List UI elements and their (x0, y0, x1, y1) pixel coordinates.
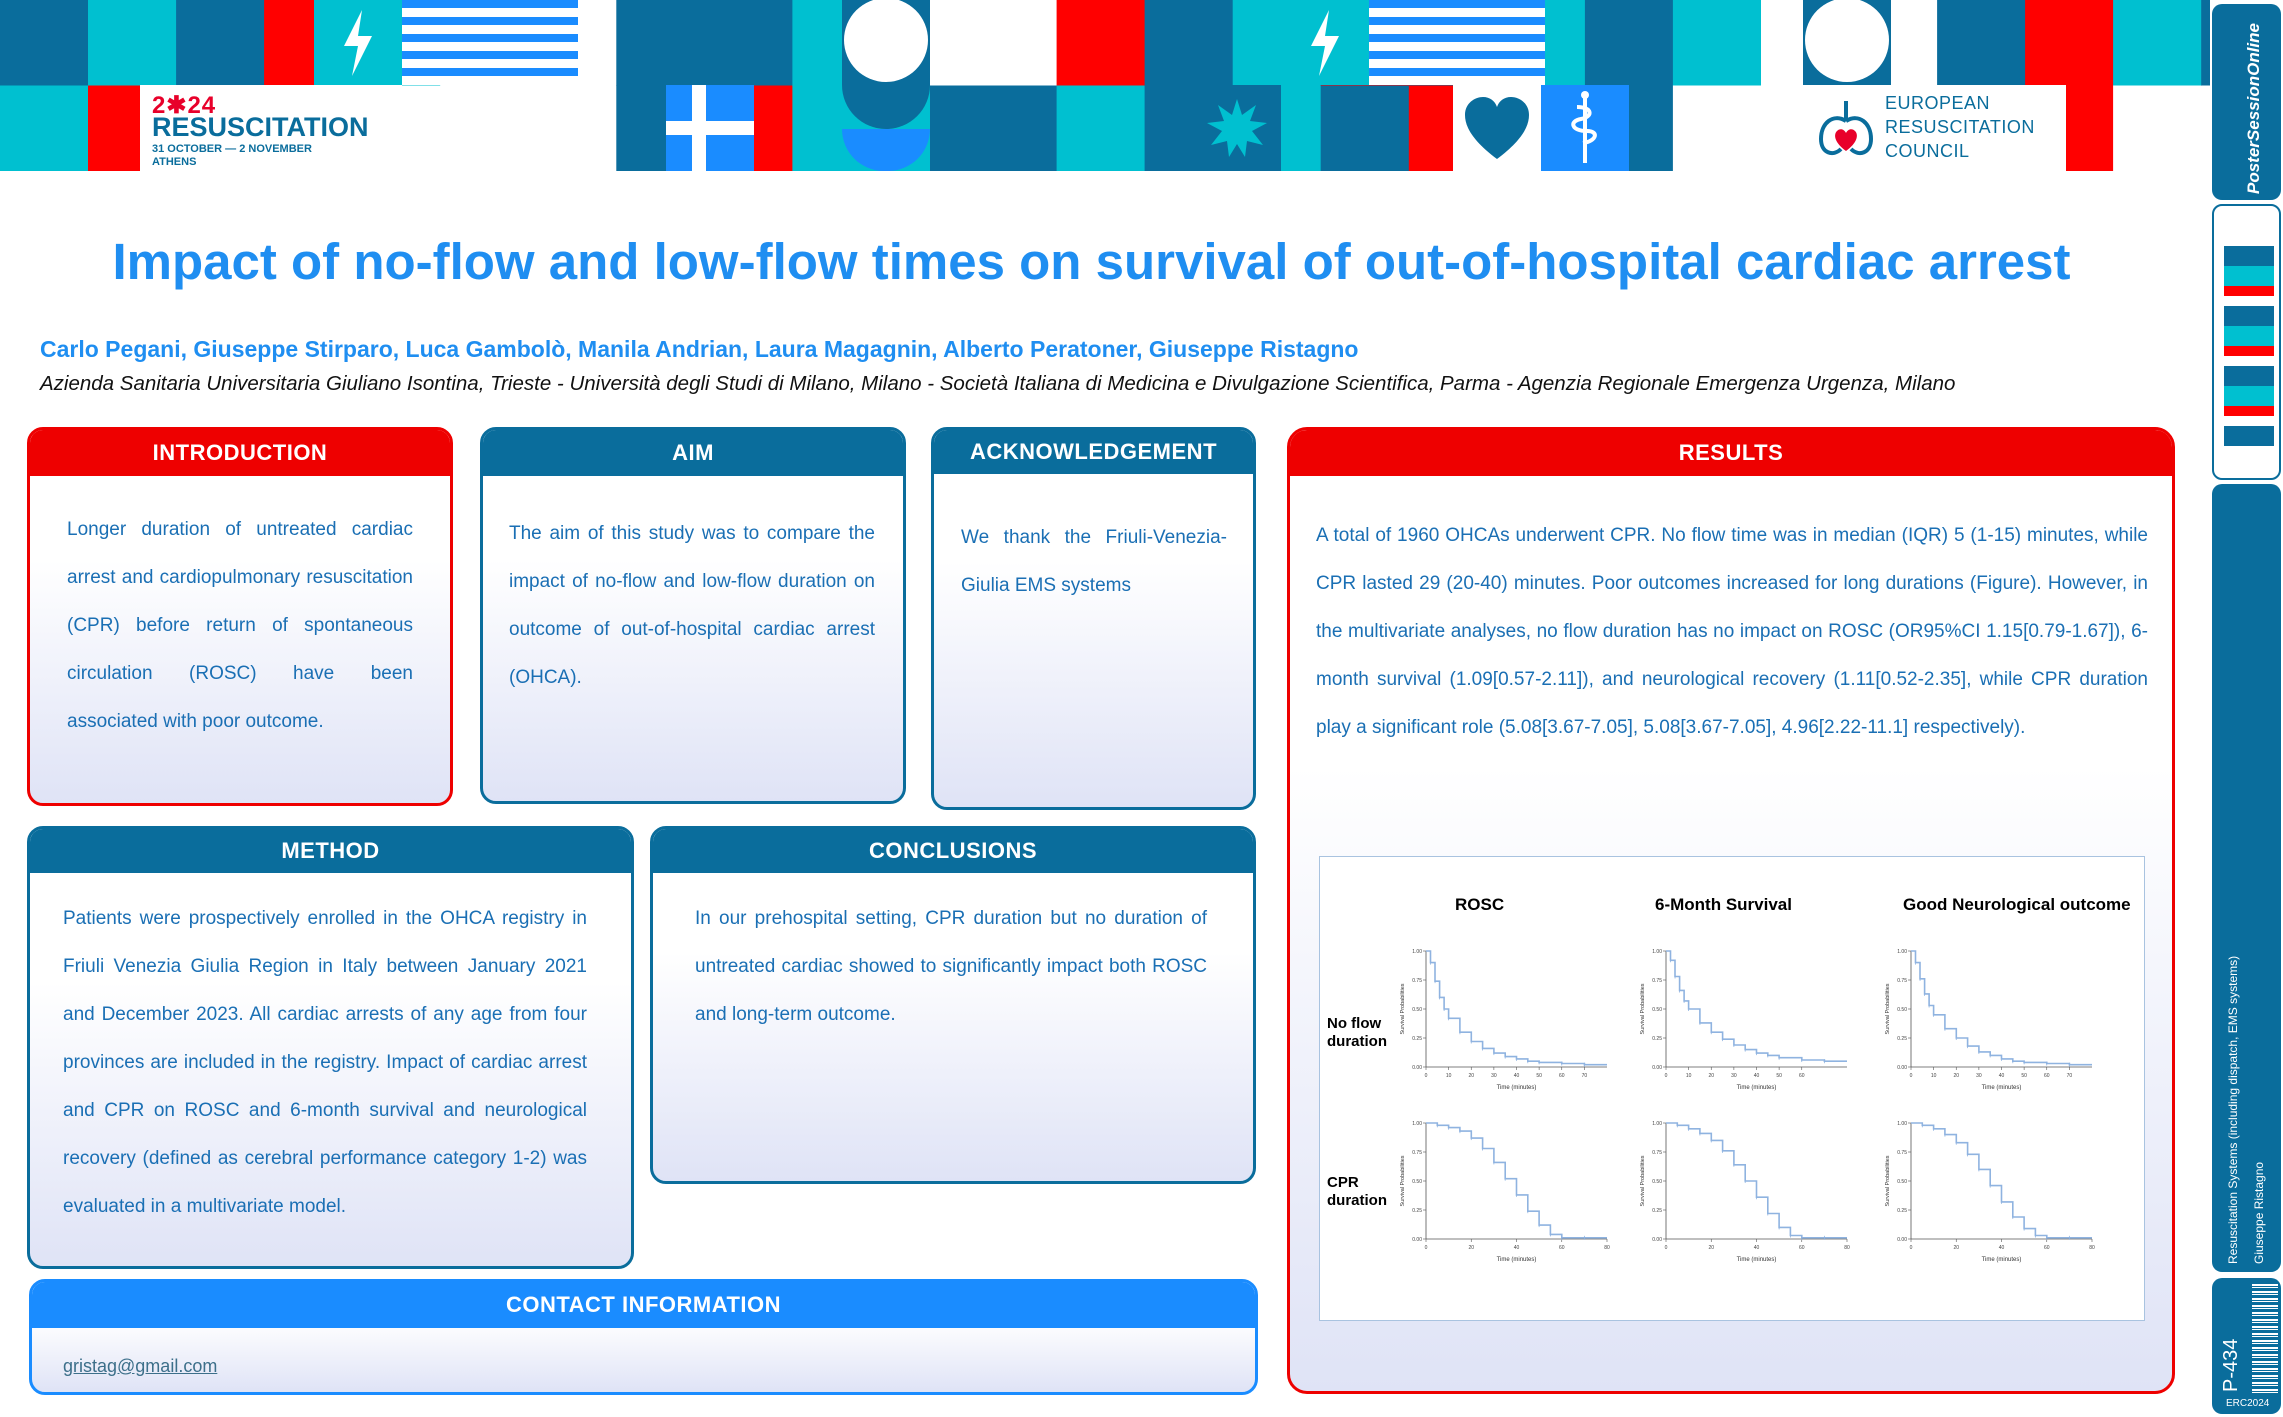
x-tick-label: 0 (1664, 1245, 1668, 1251)
circle-shape (842, 0, 930, 85)
x-tick-label: 70 (1581, 1073, 1588, 1079)
y-tick-label: 0.00 (1412, 1065, 1422, 1071)
y-tick-label: 0.00 (1652, 1065, 1662, 1071)
km-plot (1883, 945, 2098, 1095)
x-tick-label: 20 (1468, 1245, 1475, 1251)
aim-panel (480, 427, 906, 804)
banner-tile (704, 0, 793, 86)
x-tick-label: 40 (1753, 1245, 1760, 1251)
y-tick-label: 0.50 (1652, 1179, 1662, 1185)
conclusions-heading: CONCLUSIONS (653, 829, 1253, 873)
banner-tile (2201, 0, 2210, 86)
y-tick-label: 0.75 (1652, 1150, 1662, 1156)
method-text: Patients were prospectively enrolled in the OHCA registry in Friuli Venezia Giulia Region in Italy between January 2021 and December 2023. All cardiac arrests of any age from four provinces are included in the registry. Impact of cardiac arrest and CPR on ROSC and 6-month survival and neurological recovery (defined as cerebral performance category 1-2) was evaluated in a multivariate model. (63, 908, 587, 1217)
y-tick-label: 1.00 (1652, 1121, 1662, 1127)
figure-row-label (1327, 1015, 1387, 1051)
x-tick-label: 50 (2021, 1073, 2027, 1079)
y-axis-label: Survival Probabilities (1640, 983, 1646, 1035)
event-logo (140, 85, 402, 171)
results-text: A total of 1960 OHCAs underwent CPR. No flow time was in median (IQR) 5 (1-15) minutes, while CPR lasted 29 (20-40) minutes. Poor outcomes increased for long durations (Figure). However, in the multivariate analyses, no flow duration has no impact on ROSC (OR95%CI 1.15[0.79-1.67]), 6-month survival (1.09[0.57-2.11]), and neurological recovery (1.11[0.52-2.35], while CPR duration play a significant role (5.08[3.67-7.05], 5.08[3.67-7.05], 4.96[2.22-11.1] respectively). (1316, 525, 2148, 738)
cross-icon (666, 85, 754, 171)
aim-heading: AIM (483, 430, 903, 476)
banner-tile (0, 0, 89, 86)
x-tick-label: 80 (2089, 1245, 2095, 1251)
km-plot (1883, 1117, 2098, 1267)
half-circle-shape (842, 85, 930, 171)
figure-row-label-line: No flow (1327, 1015, 1382, 1032)
x-tick-label: 60 (1558, 1245, 1565, 1251)
banner-tile (1937, 0, 2026, 86)
km-plot (1398, 1117, 1613, 1267)
y-tick-label: 0.75 (1897, 1150, 1907, 1156)
banner-tile (1673, 86, 1762, 172)
x-tick-label: 0 (1664, 1073, 1668, 1079)
figure-row-label (1327, 1174, 1387, 1210)
track-panel (2212, 484, 2281, 1272)
y-axis-label: Survival Probabilities (1640, 1155, 1646, 1207)
survival-curve (1426, 1123, 1607, 1238)
presenter-name: Giuseppe Ristagno (2252, 1161, 2266, 1264)
km-plot (1398, 945, 1613, 1095)
banner-tile (1145, 0, 1234, 86)
introduction-panel (27, 427, 453, 806)
x-tick-label: 20 (1953, 1245, 1960, 1251)
org-name-line3: COUNCIL (1885, 141, 1970, 161)
y-tick-label: 0.25 (1412, 1036, 1422, 1042)
figure-col-title: Good Neurological outcome (1903, 895, 2131, 914)
event-name: RESUSCITATION (152, 112, 369, 142)
survival-curve (1911, 951, 2092, 1065)
introduction-text: Longer duration of untreated cardiac arrest and cardiopulmonary resuscitation (CPR) before return of spontaneous circulation (ROSC) have been associated with poor outcome. (67, 519, 413, 732)
y-tick-label: 1.00 (1412, 1121, 1422, 1127)
x-tick-label: 20 (1468, 1073, 1475, 1079)
y-tick-label: 0.75 (1652, 978, 1662, 984)
y-tick-label: 1.00 (1897, 1121, 1907, 1127)
acknowledgement-text: We thank the Friuli-Venezia-Giulia EMS systems (961, 527, 1227, 596)
y-tick-label: 0.25 (1897, 1208, 1907, 1214)
x-tick-label: 30 (1731, 1073, 1737, 1079)
poster-id-panel (2212, 1278, 2281, 1414)
contact-email-link[interactable]: gristag@gmail.com (63, 1356, 218, 1376)
event-code: ERC2024 (2226, 1398, 2270, 1409)
y-tick-label: 0.00 (1652, 1237, 1662, 1243)
poster-title: Impact of no-flow and low-flow times on survival of out-of-hospital cardiac arrest (112, 233, 2071, 290)
y-tick-label: 1.00 (1652, 949, 1662, 955)
y-axis-label: Survival Probabilities (1400, 983, 1406, 1035)
x-tick-label: 60 (2043, 1245, 2050, 1251)
x-tick-label: 60 (2043, 1073, 2050, 1079)
x-tick-label: 0 (1909, 1245, 1913, 1251)
x-tick-label: 20 (1953, 1073, 1960, 1079)
survival-curve (1426, 951, 1607, 1065)
x-tick-label: 0 (1424, 1073, 1428, 1079)
affiliations: Azienda Sanitaria Universitaria Giuliano Isontina, Trieste - Università degli Studi di Milano, Milano - Società Italiana di Medicina e Divulgazione Scientifica, Parma - Agenzia Regionale Emergenza Urgenza, Milano (40, 372, 1956, 395)
conclusions-panel (650, 826, 1256, 1184)
y-tick-label: 0.75 (1897, 978, 1907, 984)
banner-tile (88, 0, 177, 86)
figure-col-title: ROSC (1455, 895, 1505, 914)
x-tick-label: 60 (1798, 1073, 1805, 1079)
heart-icon (1453, 85, 1541, 171)
poster-session-logo[interactable] (2212, 4, 2281, 200)
x-axis-label: Time (minutes) (1736, 1085, 1777, 1091)
author-list: Carlo Pegani, Giuseppe Stirparo, Luca Gambolò, Manila Andrian, Laura Magagnin, Alberto Peratoner, Giuseppe Ristagno (40, 336, 1359, 362)
x-tick-label: 10 (1685, 1073, 1692, 1079)
starburst-icon (1193, 85, 1281, 171)
y-tick-label: 0.75 (1412, 978, 1422, 984)
km-figure (1319, 856, 2145, 1321)
header-banner (0, 0, 2210, 171)
stripes-pattern (1369, 0, 1545, 85)
banner-tile (2201, 86, 2210, 172)
x-tick-label: 20 (1708, 1073, 1715, 1079)
y-tick-label: 0.50 (1652, 1007, 1662, 1013)
x-tick-label: 60 (1558, 1073, 1565, 1079)
x-tick-label: 40 (1513, 1245, 1520, 1251)
x-tick-label: 40 (1513, 1073, 1520, 1079)
barcode (2252, 1284, 2278, 1396)
acknowledgement-heading: ACKNOWLEDGEMENT (934, 430, 1253, 474)
org-name-line1: EUROPEAN (1885, 93, 1991, 113)
x-axis-label: Time (minutes) (1736, 1257, 1777, 1263)
banner-tile (2113, 0, 2202, 86)
contact-heading: CONTACT INFORMATION (32, 1282, 1255, 1328)
y-tick-label: 0.25 (1412, 1208, 1422, 1214)
banner-tile (176, 0, 265, 86)
y-tick-label: 0.00 (1412, 1237, 1422, 1243)
x-tick-label: 0 (1909, 1073, 1913, 1079)
y-tick-label: 0.50 (1897, 1179, 1907, 1185)
km-plot (1638, 1117, 1853, 1267)
x-tick-label: 50 (1536, 1073, 1542, 1079)
thumbnail-banner-strip (2224, 246, 2274, 446)
banner-tile (2113, 86, 2202, 172)
y-tick-label: 1.00 (1412, 949, 1422, 955)
y-axis-label: Survival Probabilities (1885, 983, 1891, 1035)
y-tick-label: 1.00 (1897, 949, 1907, 955)
banner-tile (1585, 0, 1674, 86)
poster-session-logo-text: PosterSessionOnline (2244, 23, 2263, 194)
x-axis-label: Time (minutes) (1981, 1085, 2022, 1091)
y-axis-label: Survival Probabilities (1885, 1155, 1891, 1207)
method-heading: METHOD (30, 829, 631, 873)
x-tick-label: 10 (1930, 1073, 1937, 1079)
y-tick-label: 0.00 (1897, 1237, 1907, 1243)
erc-logo (1803, 85, 2066, 171)
x-tick-label: 60 (1798, 1245, 1805, 1251)
poster-id: P-434 (2220, 1338, 2242, 1392)
contact-panel (29, 1279, 1258, 1395)
event-city: ATHENS (152, 156, 197, 168)
y-tick-label: 0.00 (1897, 1065, 1907, 1071)
banner-tile (440, 86, 529, 172)
survival-curve (1666, 951, 1847, 1061)
x-tick-label: 80 (1604, 1245, 1610, 1251)
x-axis-label: Time (minutes) (1496, 1257, 1537, 1263)
y-tick-label: 0.75 (1412, 1150, 1422, 1156)
figure-row-label-line: CPR (1327, 1174, 1359, 1191)
survival-curve (1911, 1123, 2092, 1238)
x-tick-label: 40 (1998, 1073, 2005, 1079)
y-axis-label: Survival Probabilities (1400, 1155, 1406, 1207)
medical-staff-icon (1541, 85, 1629, 171)
x-tick-label: 50 (1776, 1073, 1782, 1079)
results-heading: RESULTS (1290, 430, 2172, 476)
x-tick-label: 40 (1753, 1073, 1760, 1079)
acknowledgement-panel (931, 427, 1256, 810)
conclusions-text: In our prehospital setting, CPR duration but no duration of untreated cardiac showed to significantly impact both ROSC and long-term outcome. (695, 908, 1207, 1025)
km-plot (1638, 945, 1853, 1095)
introduction-heading: INTRODUCTION (30, 430, 450, 476)
stripes-pattern (402, 0, 578, 85)
banner-tile (1673, 0, 1762, 86)
track-label: Resuscitation Systems (including dispatch, EMS systems) (2226, 955, 2240, 1264)
banner-tile (1321, 86, 1410, 172)
x-tick-label: 30 (1491, 1073, 1497, 1079)
y-tick-label: 0.50 (1897, 1007, 1907, 1013)
method-panel (27, 826, 634, 1269)
y-tick-label: 0.25 (1652, 1036, 1662, 1042)
banner-tile (528, 86, 617, 172)
banner-tile (969, 86, 1058, 172)
x-tick-label: 80 (1844, 1245, 1850, 1251)
x-tick-label: 70 (2066, 1073, 2073, 1079)
banner-tile (1057, 0, 1146, 86)
lightning-icon (1281, 0, 1369, 85)
x-tick-label: 30 (1976, 1073, 1982, 1079)
banner-tile (616, 0, 705, 86)
x-tick-label: 0 (1424, 1245, 1428, 1251)
survival-curve (1666, 1123, 1847, 1238)
y-tick-label: 0.50 (1412, 1007, 1422, 1013)
circle-shape (1803, 0, 1891, 85)
figure-row-label-line: duration (1327, 1033, 1387, 1050)
banner-tile (969, 0, 1058, 86)
banner-tile (2025, 0, 2114, 86)
figure-row-label-line: duration (1327, 1192, 1387, 1209)
aim-text: The aim of this study was to compare the impact of no-flow and low-flow duration on outcome of out-of-hospital cardiac arrest (OHCA). (509, 523, 875, 688)
x-tick-label: 10 (1445, 1073, 1452, 1079)
figure-col-title: 6-Month Survival (1655, 895, 1792, 914)
lightning-icon (314, 0, 402, 85)
y-tick-label: 0.25 (1897, 1036, 1907, 1042)
org-name-line2: RESUSCITATION (1885, 117, 2035, 137)
poster-thumbnail[interactable] (2212, 204, 2281, 480)
x-axis-label: Time (minutes) (1981, 1257, 2022, 1263)
banner-tile (1057, 86, 1146, 172)
event-dates: 31 OCTOBER — 2 NOVEMBER (152, 143, 312, 155)
x-axis-label: Time (minutes) (1496, 1085, 1537, 1091)
x-tick-label: 40 (1998, 1245, 2005, 1251)
banner-tile (0, 86, 89, 172)
event-year: 2✱24 (152, 92, 217, 119)
x-tick-label: 20 (1708, 1245, 1715, 1251)
y-tick-label: 0.25 (1652, 1208, 1662, 1214)
sidebar (2210, 0, 2283, 1417)
y-tick-label: 0.50 (1412, 1179, 1422, 1185)
